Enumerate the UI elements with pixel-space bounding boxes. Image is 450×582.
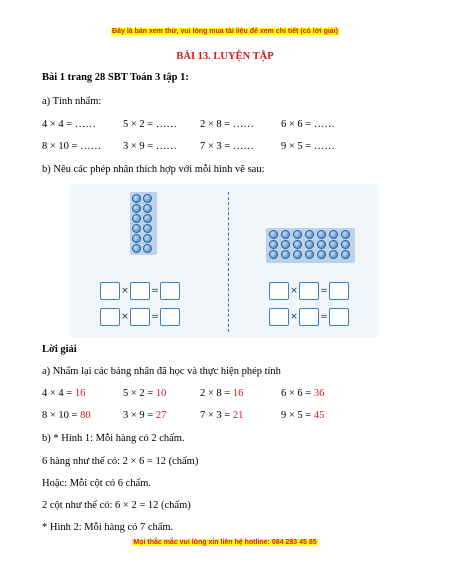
dot bbox=[132, 234, 141, 243]
lesson-title: BÀI 13. LUYỆN TẬP bbox=[176, 51, 274, 62]
dot bbox=[293, 240, 302, 249]
dot bbox=[269, 240, 278, 249]
answer-box[interactable] bbox=[299, 282, 319, 300]
answer-box[interactable] bbox=[130, 308, 150, 326]
exercise-item: 3 × 9 = …… bbox=[123, 141, 177, 152]
dot bbox=[143, 224, 152, 233]
dot bbox=[341, 240, 350, 249]
times-sign: × bbox=[290, 312, 298, 322]
dot bbox=[329, 230, 338, 239]
times-sign: × bbox=[121, 312, 129, 322]
dot-grid-figure-2 bbox=[269, 230, 352, 259]
exercise-heading: Bài 1 trang 28 SBT Toán 3 tập 1: bbox=[42, 72, 189, 83]
preview-banner-text: Đây là bản xem thử, vui lòng mua tài liệu để xem chi tiết (có lời giải) bbox=[112, 28, 338, 35]
answer-item: 5 × 2 = 10 bbox=[123, 388, 167, 399]
answer-item: 9 × 5 = 45 bbox=[281, 410, 325, 421]
solution-a-intro: a) Nhẩm lại các bảng nhân đã học và thực hiện phép tính bbox=[42, 366, 281, 377]
solution-b-line: 6 hàng như thế có: 2 × 6 = 12 (chấm) bbox=[42, 456, 199, 467]
equals-sign: = bbox=[151, 286, 159, 296]
dot bbox=[305, 250, 314, 259]
dot bbox=[132, 214, 141, 223]
hotline-banner-text: Mọi thắc mắc vui lòng xin liên hệ hotline: 084 283 45 85 bbox=[133, 539, 317, 546]
answer-box[interactable] bbox=[160, 308, 180, 326]
dot bbox=[281, 230, 290, 239]
dot bbox=[132, 244, 141, 253]
dot bbox=[143, 244, 152, 253]
equation-row-figure-2-b bbox=[269, 308, 349, 326]
solution-b-line: 2 cột như thế có: 6 × 2 = 12 (chấm) bbox=[42, 500, 191, 511]
answer-item: 3 × 9 = 27 bbox=[123, 410, 167, 421]
answer-box[interactable] bbox=[269, 282, 289, 300]
multiplication-figure bbox=[70, 184, 378, 338]
times-sign: × bbox=[121, 286, 129, 296]
part-a-prompt: a) Tính nhẩm: bbox=[42, 96, 102, 107]
dot bbox=[143, 234, 152, 243]
exercise-item: 7 × 3 = …… bbox=[200, 141, 254, 152]
answer-box[interactable] bbox=[160, 282, 180, 300]
answer-box[interactable] bbox=[299, 308, 319, 326]
dot bbox=[341, 250, 350, 259]
dot bbox=[305, 240, 314, 249]
dot bbox=[143, 204, 152, 213]
solution-b-line: * Hình 2: Mỗi hàng có 7 chấm. bbox=[42, 522, 174, 533]
part-b-prompt: b) Nêu các phép nhân thích hợp với mỗi hình vẽ sau: bbox=[42, 164, 265, 175]
dot-grid-figure-1 bbox=[132, 194, 153, 253]
answer-item: 4 × 4 = 16 bbox=[42, 388, 86, 399]
times-sign: × bbox=[290, 286, 298, 296]
answer-box[interactable] bbox=[130, 282, 150, 300]
dot bbox=[281, 240, 290, 249]
dot bbox=[293, 250, 302, 259]
dot bbox=[132, 204, 141, 213]
answer-item: 7 × 3 = 21 bbox=[200, 410, 244, 421]
preview-banner bbox=[0, 27, 450, 37]
answer-box[interactable] bbox=[329, 308, 349, 326]
equation-row-figure-1-a bbox=[100, 282, 180, 300]
equals-sign: = bbox=[320, 312, 328, 322]
dot bbox=[317, 240, 326, 249]
answer-item: 6 × 6 = 36 bbox=[281, 388, 325, 399]
exercise-item: 8 × 10 = …… bbox=[42, 141, 102, 152]
dot bbox=[329, 250, 338, 259]
exercise-item: 2 × 8 = …… bbox=[200, 119, 254, 130]
answer-item: 8 × 10 = 80 bbox=[42, 410, 91, 421]
dot bbox=[293, 230, 302, 239]
solution-heading: Lời giải bbox=[42, 344, 77, 355]
answer-box[interactable] bbox=[329, 282, 349, 300]
dot bbox=[269, 230, 278, 239]
dot bbox=[132, 224, 141, 233]
figure-divider bbox=[228, 192, 229, 332]
solution-b-line: Hoặc: Mỗi cột có 6 chấm. bbox=[42, 478, 152, 489]
dot bbox=[317, 230, 326, 239]
exercise-item: 9 × 5 = …… bbox=[281, 141, 335, 152]
dot bbox=[143, 214, 152, 223]
dot bbox=[305, 230, 314, 239]
equals-sign: = bbox=[320, 286, 328, 296]
dot bbox=[341, 230, 350, 239]
dot bbox=[317, 250, 326, 259]
exercise-item: 5 × 2 = …… bbox=[123, 119, 177, 130]
dot bbox=[132, 194, 141, 203]
equation-row-figure-1-b bbox=[100, 308, 180, 326]
dot bbox=[281, 250, 290, 259]
equals-sign: = bbox=[151, 312, 159, 322]
answer-box[interactable] bbox=[269, 308, 289, 326]
dot bbox=[269, 250, 278, 259]
equation-row-figure-2-a bbox=[269, 282, 349, 300]
dot bbox=[143, 194, 152, 203]
solution-b-line: b) * Hình 1: Mỗi hàng có 2 chấm. bbox=[42, 433, 185, 444]
answer-box[interactable] bbox=[100, 308, 120, 326]
hotline-banner bbox=[0, 538, 450, 548]
answer-item: 2 × 8 = 16 bbox=[200, 388, 244, 399]
exercise-item: 4 × 4 = …… bbox=[42, 119, 96, 130]
dot bbox=[329, 240, 338, 249]
answer-box[interactable] bbox=[100, 282, 120, 300]
exercise-item: 6 × 6 = …… bbox=[281, 119, 335, 130]
